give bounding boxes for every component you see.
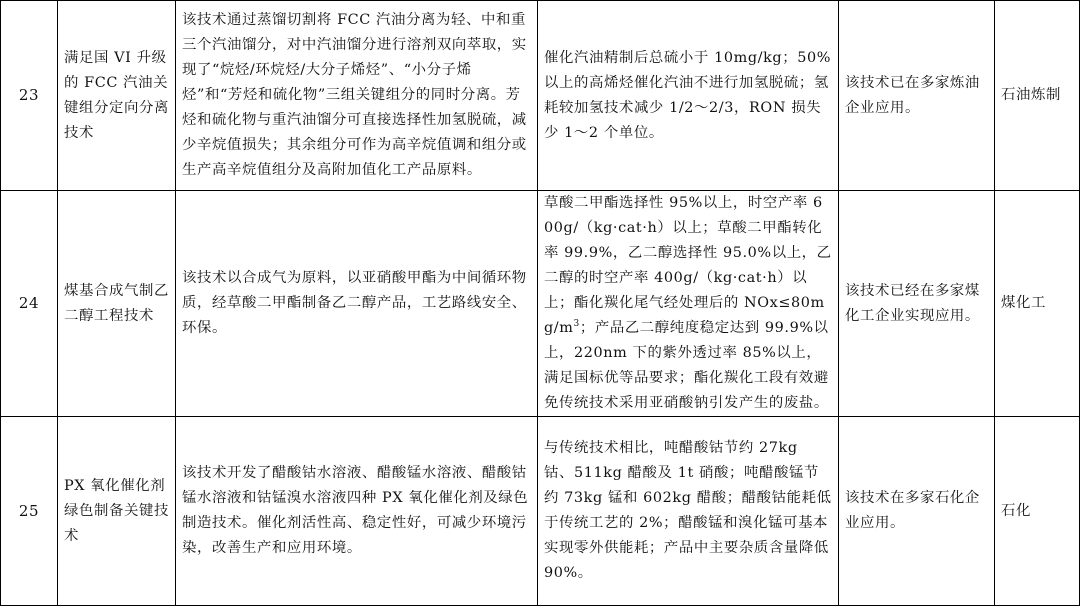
technology-indicators: 与传统技术相比，吨醋酸钴节约 27kg 钴、511kg 醋酸及 1t 硝酸；吨醋酸锰节约 73kg 锰和 602kg 醋酸；醋酸钴能耗低于传统工艺的 2%；醋酸锰和溴化锰可基本实现零外供能耗；产品中主要杂质含量降低 90%。	[538, 417, 839, 606]
application-status: 该技术在多家石化企业应用。	[839, 417, 995, 606]
technology-description: 该技术开发了醋酸钴水溶液、醋酸锰水溶液、醋酸钴锰水溶液和钴锰溴水溶液四种 PX 氧化催化剂及绿色制造技术。催化剂活性高、稳定性好，可减少环境污染，改善生产和应用环境。	[176, 417, 538, 606]
industry-field: 煤化工	[995, 191, 1080, 417]
table-row	[1, 417, 1080, 606]
unit-superscript: 3	[573, 319, 580, 330]
technology-indicators	[538, 191, 839, 417]
technology-name: PX 氧化催化剂绿色制备关键技术	[58, 417, 176, 606]
application-status: 该技术已在多家炼油企业应用。	[839, 1, 995, 191]
row-number: 25	[1, 417, 58, 606]
row-number: 24	[1, 191, 58, 417]
technology-indicators: 催化汽油精制后总硫小于 10mg/kg；50%以上的高烯烃催化汽油不进行加氢脱硫；氢耗较加氢技术减少 1/2～2/3，RON 损失少 1～2 个单位。	[538, 1, 839, 191]
technology-description: 该技术通过蒸馏切割将 FCC 汽油分离为轻、中和重三个汽油馏分，对中汽油馏分进行溶剂双向萃取，实现了“烷烃/环烷烃/大分子烯烃”、“小分子烯烃”和“芳烃和硫化物”三组关键组分的同时分离。芳烃和硫化物与重汽油馏分可直接选择性加氢脱硫，减少辛烷值损失；其余组分可作为高辛烷值调和组分或生产高辛烷值组分及高附加值化工产品原料。	[176, 1, 538, 191]
technology-name: 满足国 VI 升级的 FCC 汽油关键组分定向分离技术	[58, 1, 176, 191]
application-status: 该技术已经在多家煤化工企业实现应用。	[839, 191, 995, 417]
indicators-text-continued: ；产品乙二醇纯度稳定达到 99.9%以上，220nm 下的紫外透过率 85%以上，满足国标优等品要求；酯化羰化工段有效避免传统技术采用亚硝酸钠引发产生的废盐。	[544, 320, 829, 411]
technology-description: 该技术以合成气为原料，以亚硝酸甲酯为中间循环物质，经草酸二甲酯制备乙二醇产品，工艺路线安全、环保。	[176, 191, 538, 417]
technology-name: 煤基合成气制乙二醇工程技术	[58, 191, 176, 417]
indicators-text: 草酸二甲酯选择性 95%以上，时空产率 600g/（kg·cat·h）以上；草酸二甲酯转化率 99.9%，乙二醇选择性 95.0%以上，乙二醇的时空产率 400g/（kg·cat·h）以上；酯化羰化尾气经处理后的 NOx≤80mg/m	[544, 195, 832, 336]
industry-field: 石油炼制	[995, 1, 1080, 191]
industry-field: 石化	[995, 417, 1080, 606]
table-row	[1, 1, 1080, 191]
row-number: 23	[1, 1, 58, 191]
table-row	[1, 191, 1080, 417]
